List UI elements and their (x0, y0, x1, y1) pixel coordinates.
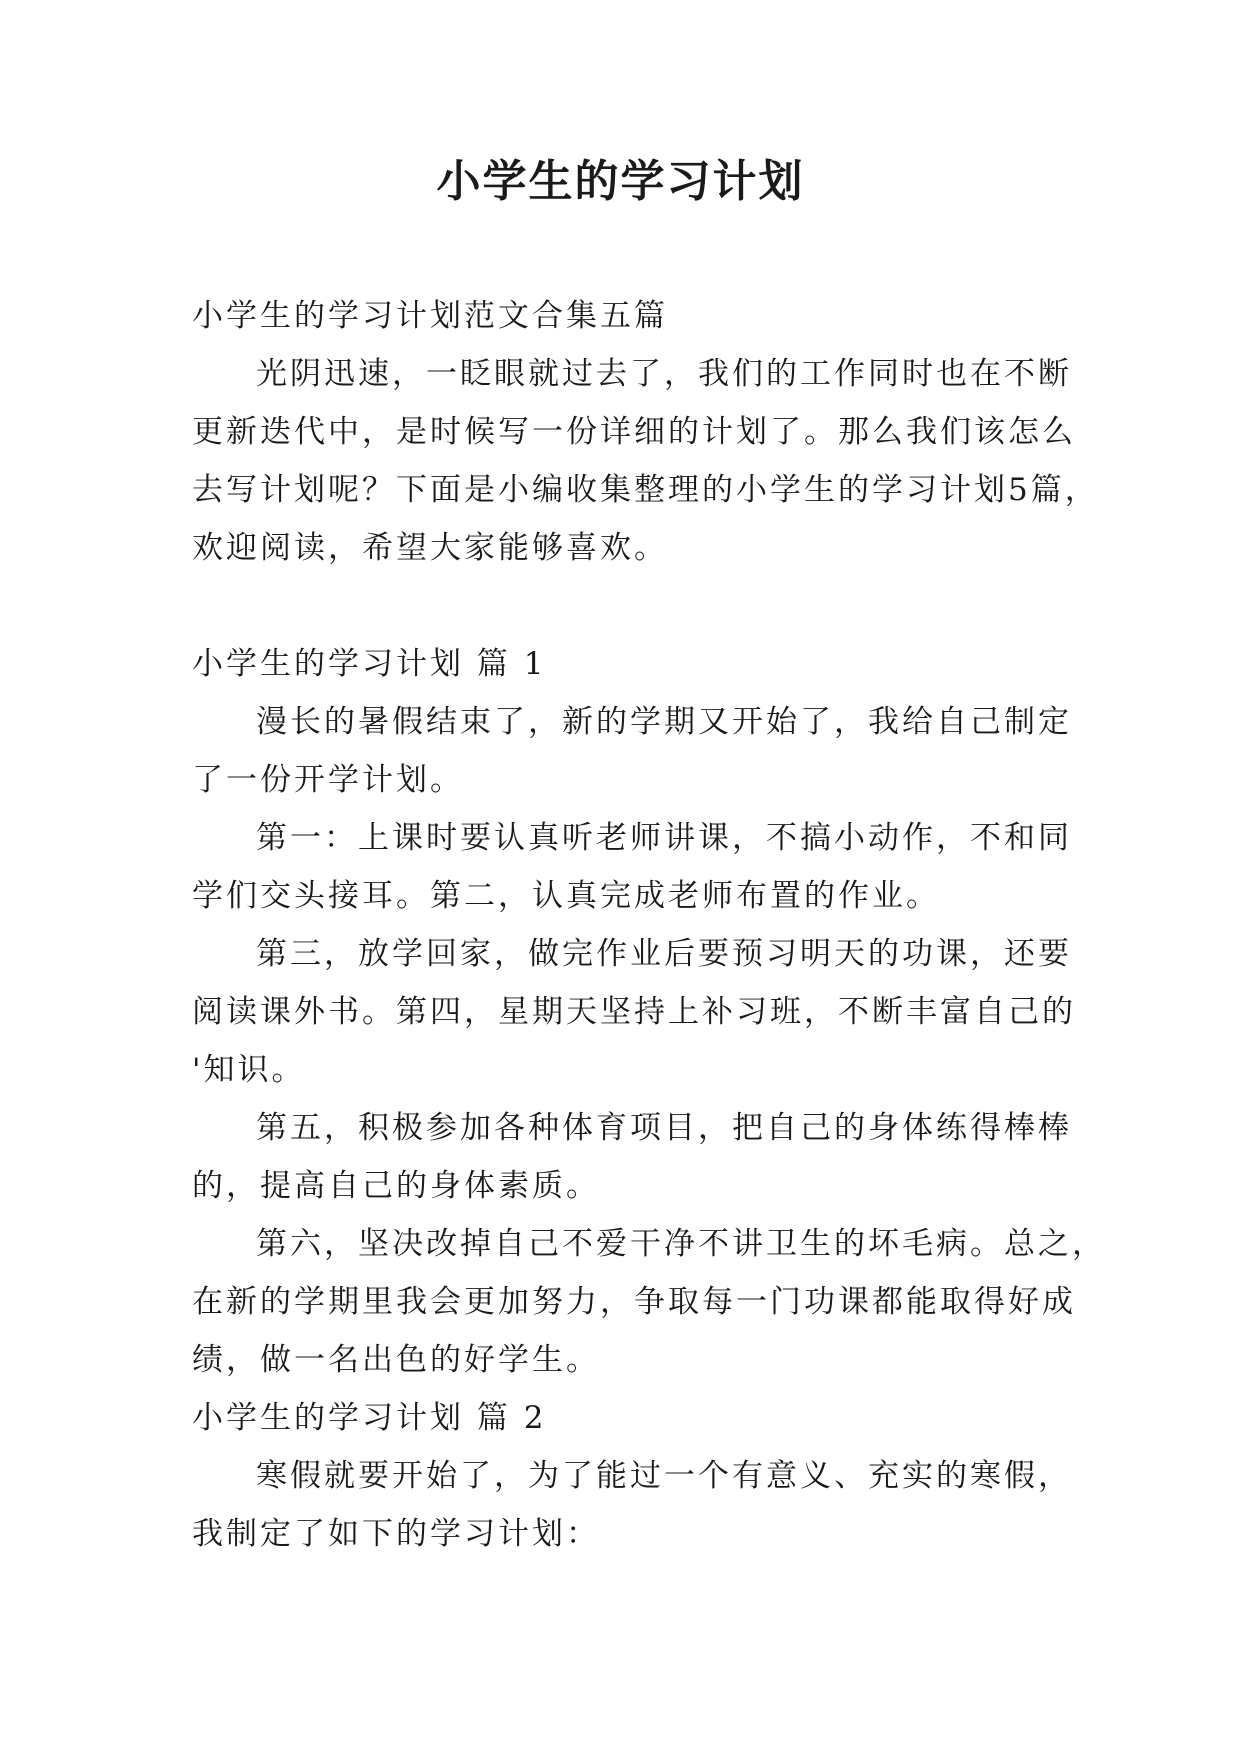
paragraph-line: 寒假就要开始了，为了能过一个有意义、充实的寒假， (256, 1458, 1072, 1494)
paragraph-line: 第六，坚决改掉自己不爱干净不讲卫生的坏毛病。总之， (256, 1226, 1106, 1262)
paragraph-line: 第一：上课时要认真听老师讲课，不搞小动作，不和同 (256, 820, 1072, 856)
paragraph-line: 的，提高自己的身体素质。 (192, 1168, 600, 1204)
section-heading: 小学生的学习计划 篇 1 (192, 646, 547, 682)
paragraph-line: 在新的学期里我会更加努力，争取每一门功课都能取得好成 (192, 1284, 1076, 1320)
paragraph-line: 光阴迅速，一眨眼就过去了，我们的工作同时也在不断 (256, 356, 1072, 392)
paragraph-line: 我制定了如下的学习计划： (192, 1516, 600, 1552)
document-title: 小学生的学习计划 (436, 156, 805, 207)
section-heading: 小学生的学习计划 篇 2 (192, 1400, 547, 1436)
paragraph-line: 第五，积极参加各种体育项目，把自己的身体练得棒棒 (256, 1110, 1072, 1146)
paragraph-line: 更新迭代中，是时候写一份详细的计划了。那么我们该怎么 (192, 414, 1076, 450)
section-heading: 小学生的学习计划范文合集五篇 (192, 298, 668, 334)
paragraph-line: '知识。 (192, 1052, 306, 1088)
paragraph-line: 欢迎阅读，希望大家能够喜欢。 (192, 530, 668, 566)
paragraph-line: 了一份开学计划。 (192, 762, 464, 798)
paragraph-line: 漫长的暑假结束了，新的学期又开始了，我给自己制定 (256, 704, 1072, 740)
paragraph-line: 第三，放学回家，做完作业后要预习明天的功课，还要 (256, 936, 1072, 972)
paragraph-line: 绩，做一名出色的好学生。 (192, 1342, 600, 1378)
paragraph-line: 阅读课外书。第四，星期天坚持上补习班，不断丰富自己的 (192, 994, 1076, 1030)
paragraph-line: 去写计划呢？下面是小编收集整理的小学生的学习计划5篇， (192, 472, 1099, 508)
paragraph-line: 学们交头接耳。第二，认真完成老师布置的作业。 (192, 878, 940, 914)
